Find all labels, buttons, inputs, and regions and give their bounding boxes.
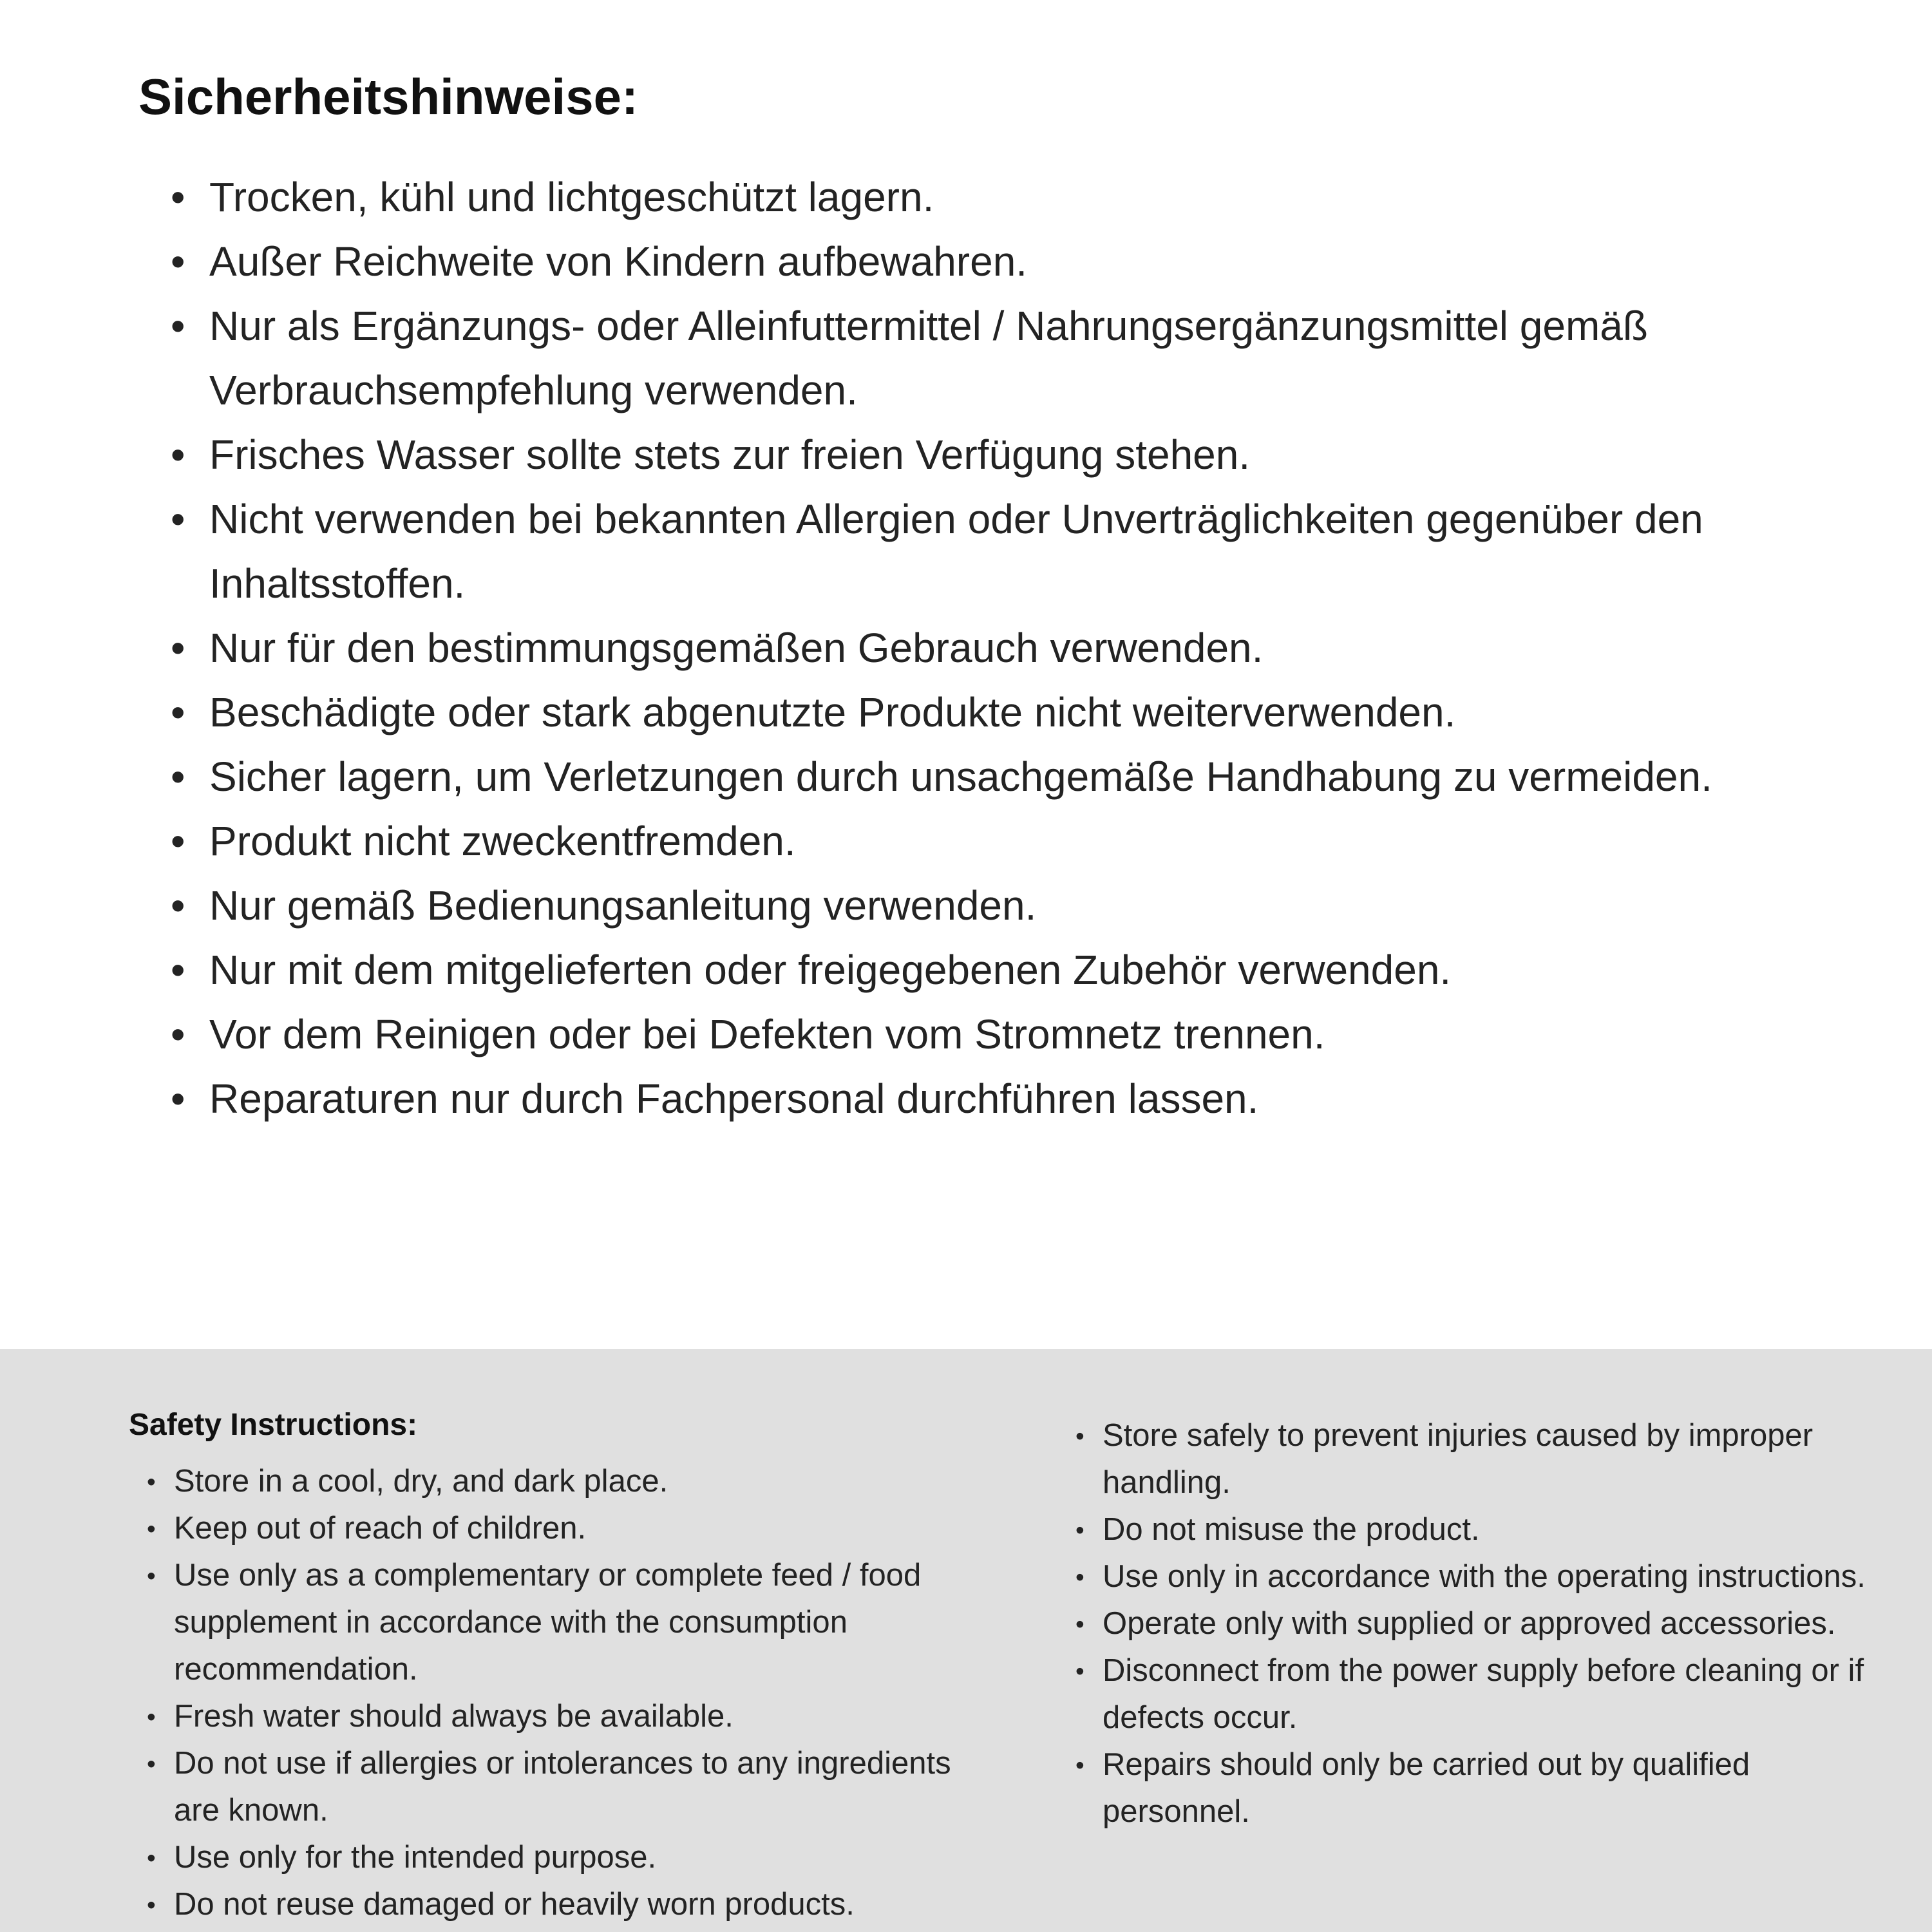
list-item: • Vor dem Reinigen oder bei Defekten vom Stromnetz trennen. (171, 1002, 1736, 1066)
list-item: • Use only as a complementary or complete feed / food supplement in accordance with the consumption recommendation. (147, 1552, 966, 1693)
list-item: • Frisches Wasser sollte stets zur freien Verfügung stehen. (171, 422, 1736, 487)
list-item: • Nur als Ergänzungs- oder Alleinfuttermittel / Nahrungsergänzungsmittel gemäß Verbrauchsempfehlung verwenden. (171, 294, 1736, 422)
list-item: • Nur für den bestimmungsgemäßen Gebrauch verwenden. (171, 616, 1736, 680)
list-item: • Produkt nicht zweckentfremden. (171, 809, 1736, 873)
list-item: • Disconnect from the power supply before cleaning or if defects occur. (1075, 1647, 1874, 1741)
list-item: • Store safely to prevent injuries caused by improper handling. (1075, 1412, 1874, 1506)
german-bullet-list (138, 165, 1736, 1131)
english-column-right (1075, 1407, 1874, 1932)
english-bullet-list-right (1075, 1412, 1874, 1835)
list-item: • Keep out of reach of children. (147, 1505, 966, 1552)
list-item: • Nur mit dem mitgelieferten oder freigegebenen Zubehör verwenden. (171, 938, 1736, 1002)
list-item: • Reparaturen nur durch Fachpersonal durchführen lassen. (171, 1066, 1736, 1131)
list-item: • Trocken, kühl und lichtgeschützt lagern. (171, 165, 1736, 229)
list-item: • Do not misuse the product. (1075, 1506, 1874, 1553)
list-item: • Nur gemäß Bedienungsanleitung verwenden. (171, 873, 1736, 938)
list-item: • Fresh water should always be available. (147, 1693, 966, 1740)
list-item: • Repairs should only be carried out by qualified personnel. (1075, 1741, 1874, 1835)
list-item: • Store in a cool, dry, and dark place. (147, 1458, 966, 1505)
list-item: • Operate only with supplied or approved accessories. (1075, 1600, 1874, 1647)
german-title: Sicherheitshinweise: (138, 68, 638, 125)
list-item: • Außer Reichweite von Kindern aufbewahren. (171, 229, 1736, 294)
english-title: Safety Instructions: (129, 1408, 418, 1442)
list-item: • Do not use if allergies or intolerances to any ingredients are known. (147, 1740, 966, 1834)
english-bullet-list-left (129, 1458, 966, 1928)
list-item: • Sicher lagern, um Verletzungen durch unsachgemäße Handhabung zu vermeiden. (171, 744, 1736, 809)
list-item: • Do not reuse damaged or heavily worn products. (147, 1881, 966, 1928)
list-item: • Use only in accordance with the operating instructions. (1075, 1553, 1874, 1600)
english-column-left (129, 1407, 966, 1932)
list-item: • Beschädigte oder stark abgenutzte Produkte nicht weiterverwenden. (171, 680, 1736, 744)
list-item: • Use only for the intended purpose. (147, 1834, 966, 1881)
english-section (0, 1349, 1932, 1932)
list-item: • Nicht verwenden bei bekannten Allergien oder Unverträglichkeiten gegenüber den Inhaltsstoffen. (171, 487, 1736, 616)
